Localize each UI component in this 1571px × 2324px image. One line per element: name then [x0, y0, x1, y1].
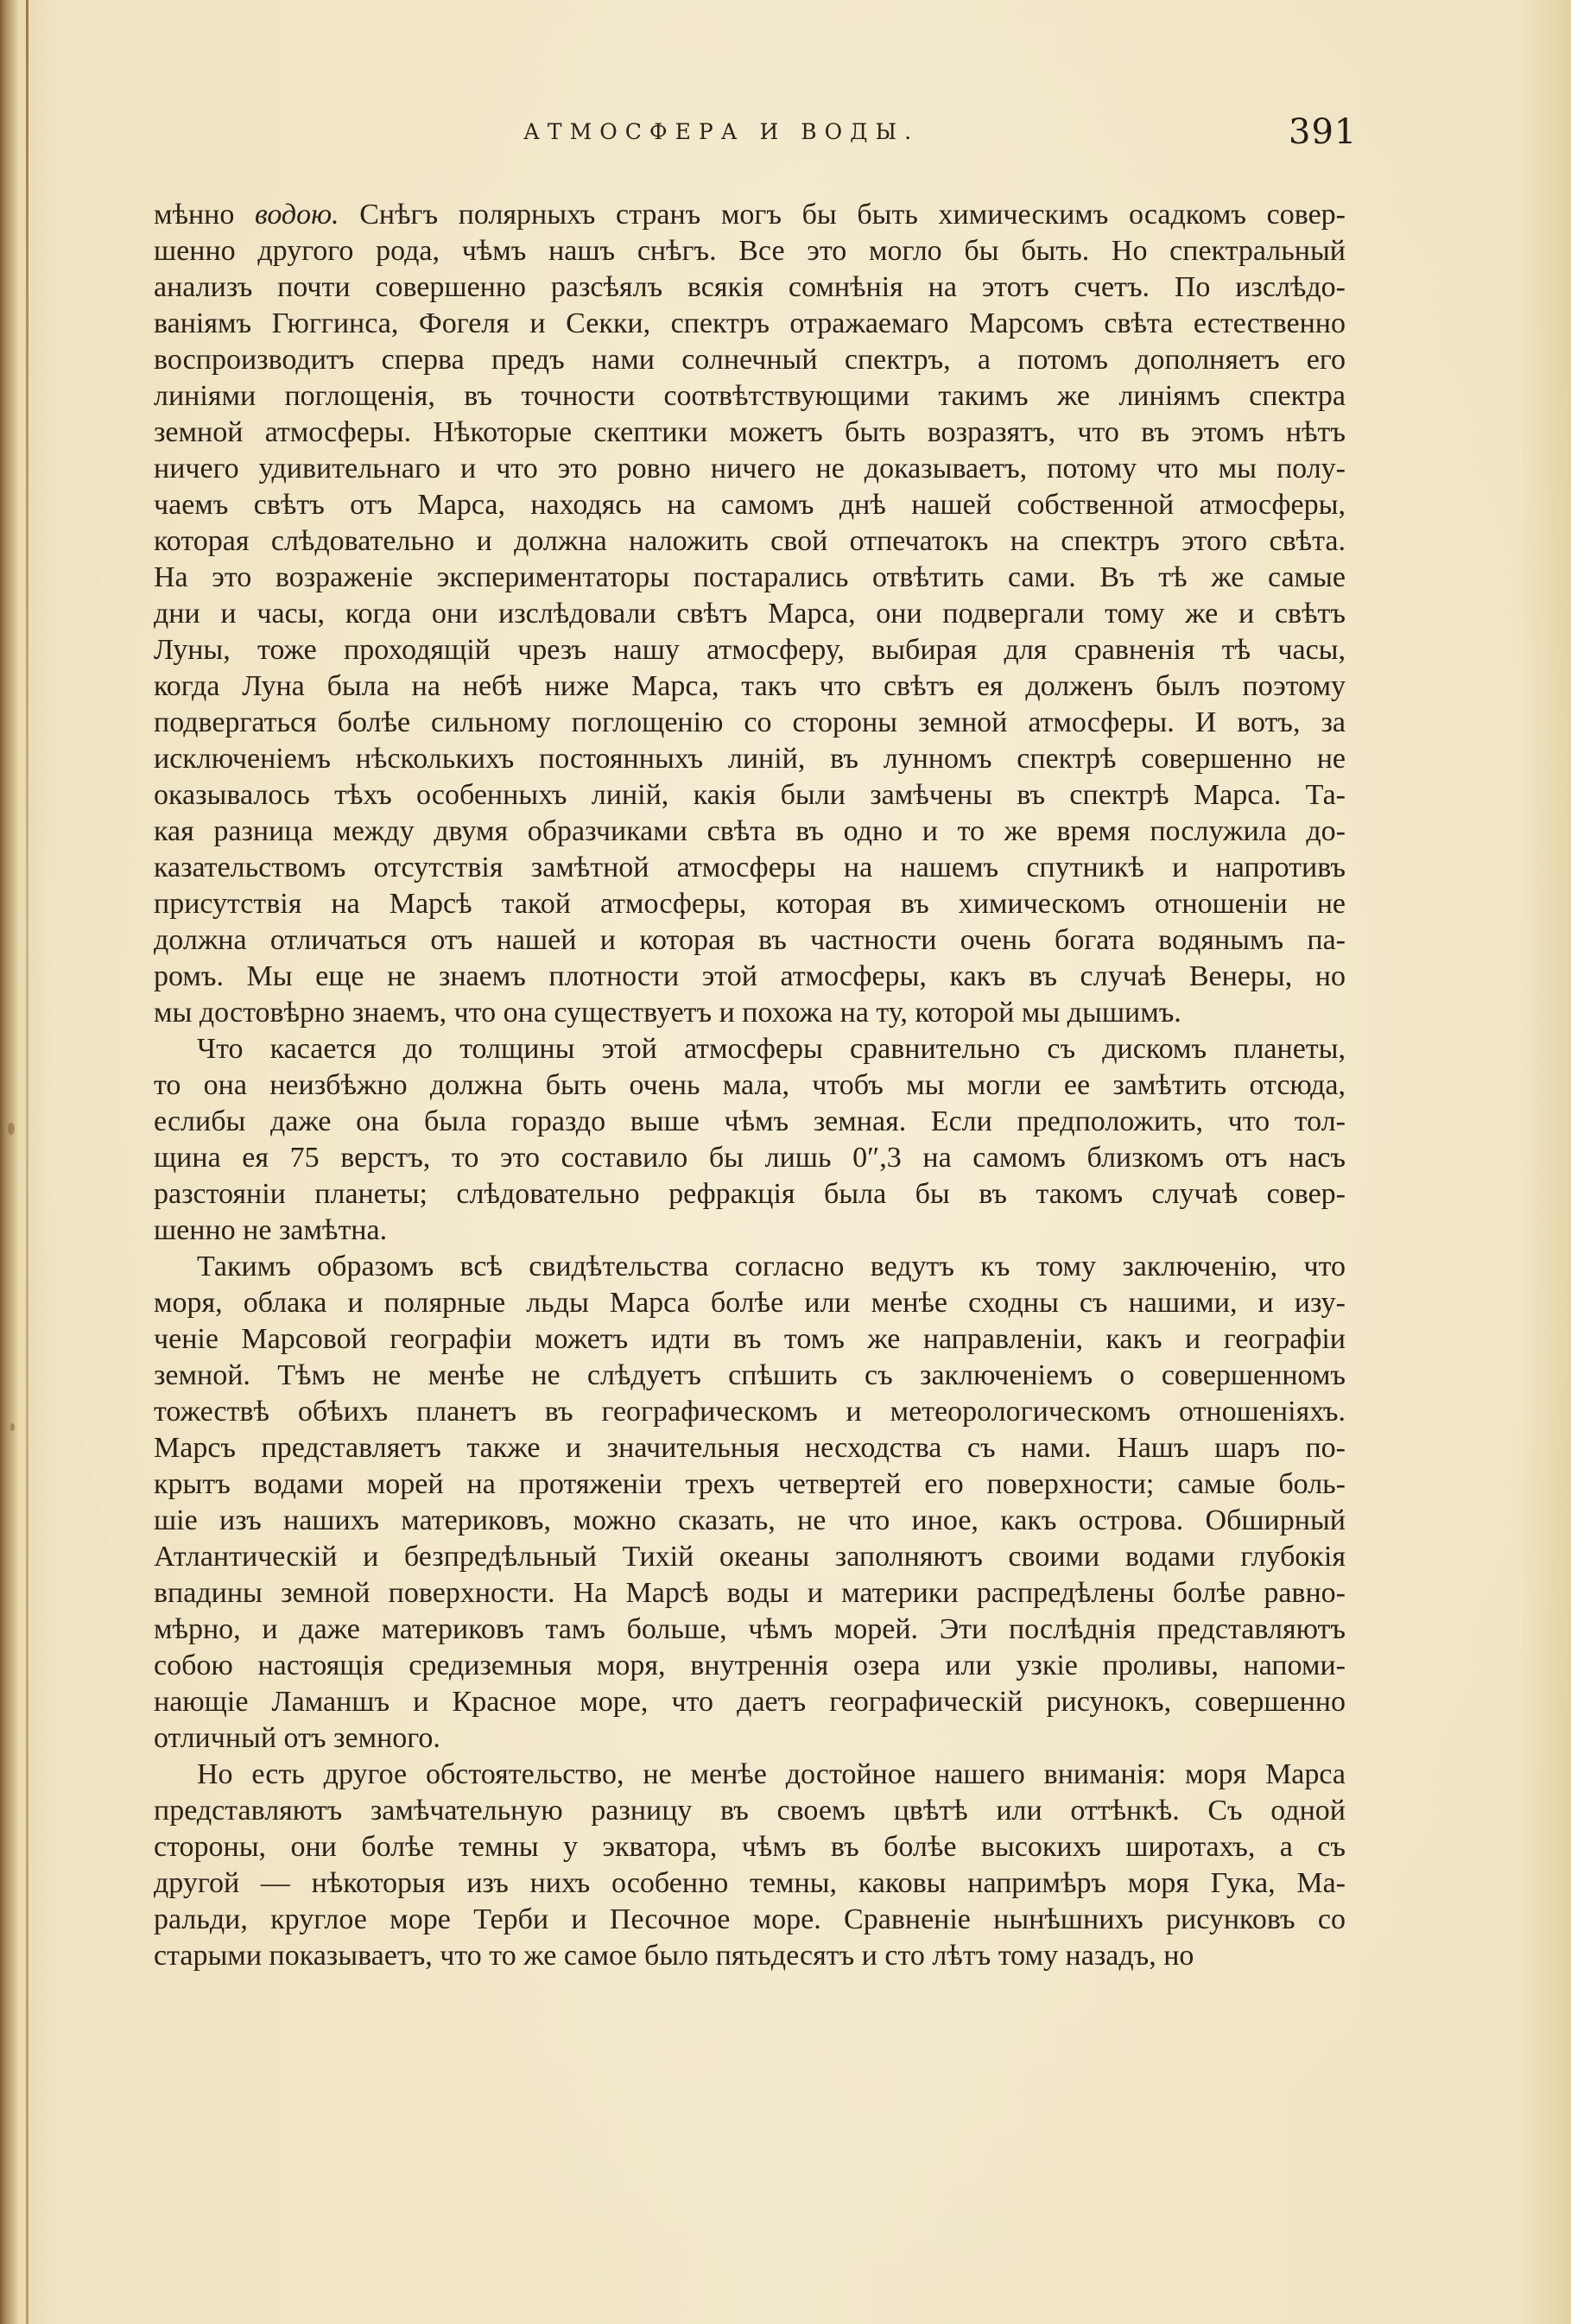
running-title: АТМОСФЕРА И ВОДЫ.	[523, 119, 920, 144]
text-line: стороны, они болѣе темны у экватора, чѣмъ въ болѣе высокихъ широтахъ, а съ	[154, 1831, 1346, 1863]
text-line: дни и часы, когда они изслѣдовали свѣтъ Марса, они подвергали тому же и свѣтъ	[154, 598, 1346, 630]
text-line: ромъ. Мы еще не знаемъ плотности этой атмосферы, какъ въ случаѣ Венеры, но	[154, 960, 1346, 992]
text-line: ничего удивительнаго и что это ровно ничего не доказываетъ, потому что мы полу-	[154, 453, 1346, 484]
text-line: другой — нѣкоторыя изъ нихъ особенно темны, каковы напримѣръ моря Гука, Ма-	[154, 1867, 1346, 1899]
text-line: тожествѣ обѣихъ планетъ въ географическомъ и метеорологическомъ отношеніяхъ.	[154, 1396, 1346, 1428]
text-line: ченіе Марсовой географіи можетъ идти въ томъ же направленіи, какъ и географіи	[154, 1323, 1346, 1355]
text-line: щина ея 75 верстъ, то это составило бы лишь 0″,3 на самомъ близкомъ отъ насъ	[154, 1142, 1346, 1174]
text-line: Атлантическій и безпредѣльный Тихій океаны заполняютъ своими водами глубокія	[154, 1541, 1346, 1573]
text-line: Марсъ представляетъ также и значительныя несходства съ нами. Нашъ шаръ по-	[154, 1432, 1346, 1464]
text-line: казательствомъ отсутствія замѣтной атмосферы на нашемъ спутникѣ и напротивъ	[154, 852, 1346, 883]
text-line: присутствія на Марсѣ такой атмосферы, которая въ химическомъ отношеніи не	[154, 888, 1346, 920]
text-line: чаемъ свѣтъ отъ Марса, находясь на самомъ днѣ нашей собственной атмосферы,	[154, 489, 1346, 521]
text-line: Луны, тоже проходящій чрезъ нашу атмосферу, выбирая для сравненія тѣ часы,	[154, 634, 1346, 666]
text-line: линіями поглощенія, въ точности соотвѣтствующими такимъ же линіямъ спектра	[154, 380, 1346, 412]
text-line: мы достовѣрно знаемъ, что она существуетъ и похожа на ту, которой мы дышимъ.	[154, 997, 1181, 1029]
text-line: впадины земной поверхности. На Марсѣ воды и материки распредѣлены болѣе равно-	[154, 1577, 1346, 1609]
text-line: представляютъ замѣчательную разницу въ своемъ цвѣтѣ или оттѣнкѣ. Съ одной	[154, 1795, 1346, 1827]
text-line	[154, 197, 1346, 233]
text-line: земной атмосферы. Нѣкоторые скептики можетъ быть возразятъ, что въ этомъ нѣтъ	[154, 416, 1346, 448]
page-margin-rule	[26, 0, 29, 2324]
text-line: шенно другого рода, чѣмъ нашъ снѣгъ. Все это могло бы быть. Но спектральный	[154, 235, 1346, 267]
text-line: оказывалось тѣхъ особенныхъ линій, какія были замѣчены въ спектрѣ Марса. Та-	[154, 779, 1346, 811]
text-line: то она неизбѣжно должна быть очень мала, чтобъ мы могли ее замѣтить отсюда,	[154, 1069, 1346, 1101]
text-line: На это возраженіе экспериментаторы постарались отвѣтить сами. Въ тѣ же самые	[154, 561, 1346, 593]
page-binding-edge	[0, 0, 19, 2324]
body-text	[154, 197, 1346, 1974]
ink-spot	[10, 1423, 15, 1431]
text-line: шіе изъ нашихъ материковъ, можно сказать, не что иное, какъ острова. Обширный	[154, 1504, 1346, 1536]
text-fragment: мѣнно	[154, 199, 256, 231]
text-line: нающіе Ламаншъ и Красное море, что даетъ географическій рисунокъ, совершенно	[154, 1686, 1346, 1718]
text-line: мѣрно, и даже материковъ тамъ больше, чѣмъ морей. Эти послѣднія представляютъ	[154, 1613, 1346, 1645]
text-line: собою настоящія средиземныя моря, внутреннія озера или узкіе проливы, напоми-	[154, 1650, 1346, 1681]
text-line: ваніямъ Гюггинса, Фогеля и Секки, спектръ отражаемаго Марсомъ свѣта естественно	[154, 307, 1346, 339]
text-fragment: Снѣгъ полярныхъ странъ могъ бы быть химическимъ осадкомъ совер-	[339, 199, 1346, 231]
text-line: анализъ почти совершенно разсѣялъ всякія сомнѣнія на этотъ счетъ. По изслѣдо-	[154, 271, 1346, 303]
text-line: еслибы даже она была гораздо выше чѣмъ земная. Если предположить, что тол-	[154, 1105, 1346, 1137]
text-line: когда Луна была на небѣ ниже Марса, такъ что свѣтъ ея долженъ былъ поэтому	[154, 670, 1346, 702]
running-head	[0, 112, 1571, 162]
text-line: шенно не замѣтна.	[154, 1214, 388, 1246]
text-line: исключеніемъ нѣсколькихъ постоянныхъ линій, въ лунномъ спектрѣ совершенно не	[154, 743, 1346, 775]
page-number: 391	[1289, 112, 1358, 152]
text-line: кая разница между двумя образчиками свѣта въ одно и то же время послужила до-	[154, 815, 1346, 847]
ink-spot	[8, 1123, 15, 1135]
italic-word: водою.	[255, 199, 339, 231]
paragraph-first-line: Но есть другое обстоятельство, не менѣе достойное нашего вниманія: моря Марса	[197, 1758, 1346, 1790]
text-line: крытъ водами морей на протяженіи трехъ четвертей его поверхности; самые боль-	[154, 1468, 1346, 1500]
text-line: старыми показываетъ, что то же самое было пятьдесятъ и сто лѣтъ тому назадъ, но	[154, 1940, 1194, 1972]
text-line: подвергаться болѣе сильному поглощенію со стороны земной атмосферы. И вотъ, за	[154, 706, 1346, 738]
text-line: отличный отъ земного.	[154, 1722, 440, 1754]
text-line: земной. Тѣмъ не менѣе не слѣдуетъ спѣшить съ заключеніемъ о совершенномъ	[154, 1359, 1346, 1391]
text-line: которая слѣдовательно и должна наложить свой отпечатокъ на спектръ этого свѣта.	[154, 525, 1346, 557]
text-line: разстояніи планеты; слѣдовательно рефракція была бы въ такомъ случаѣ совер-	[154, 1178, 1346, 1210]
paragraph-first-line: Такимъ образомъ всѣ свидѣтельства согласно ведутъ къ тому заключенію, что	[197, 1251, 1346, 1282]
paragraph-first-line: Что касается до толщины этой атмосферы сравнительно съ дискомъ планеты,	[197, 1033, 1346, 1065]
text-line: моря, облака и полярные льды Марса болѣе или менѣе сходны съ нашими, и изу-	[154, 1287, 1346, 1319]
text-line: должна отличаться отъ нашей и которая въ частности очень богата водянымъ па-	[154, 924, 1346, 956]
text-line: воспроизводитъ сперва предъ нами солнечный спектръ, а потомъ дополняетъ его	[154, 344, 1346, 376]
text-line: ральди, круглое море Терби и Песочное море. Сравненіе нынѣшнихъ рисунковъ со	[154, 1903, 1346, 1935]
